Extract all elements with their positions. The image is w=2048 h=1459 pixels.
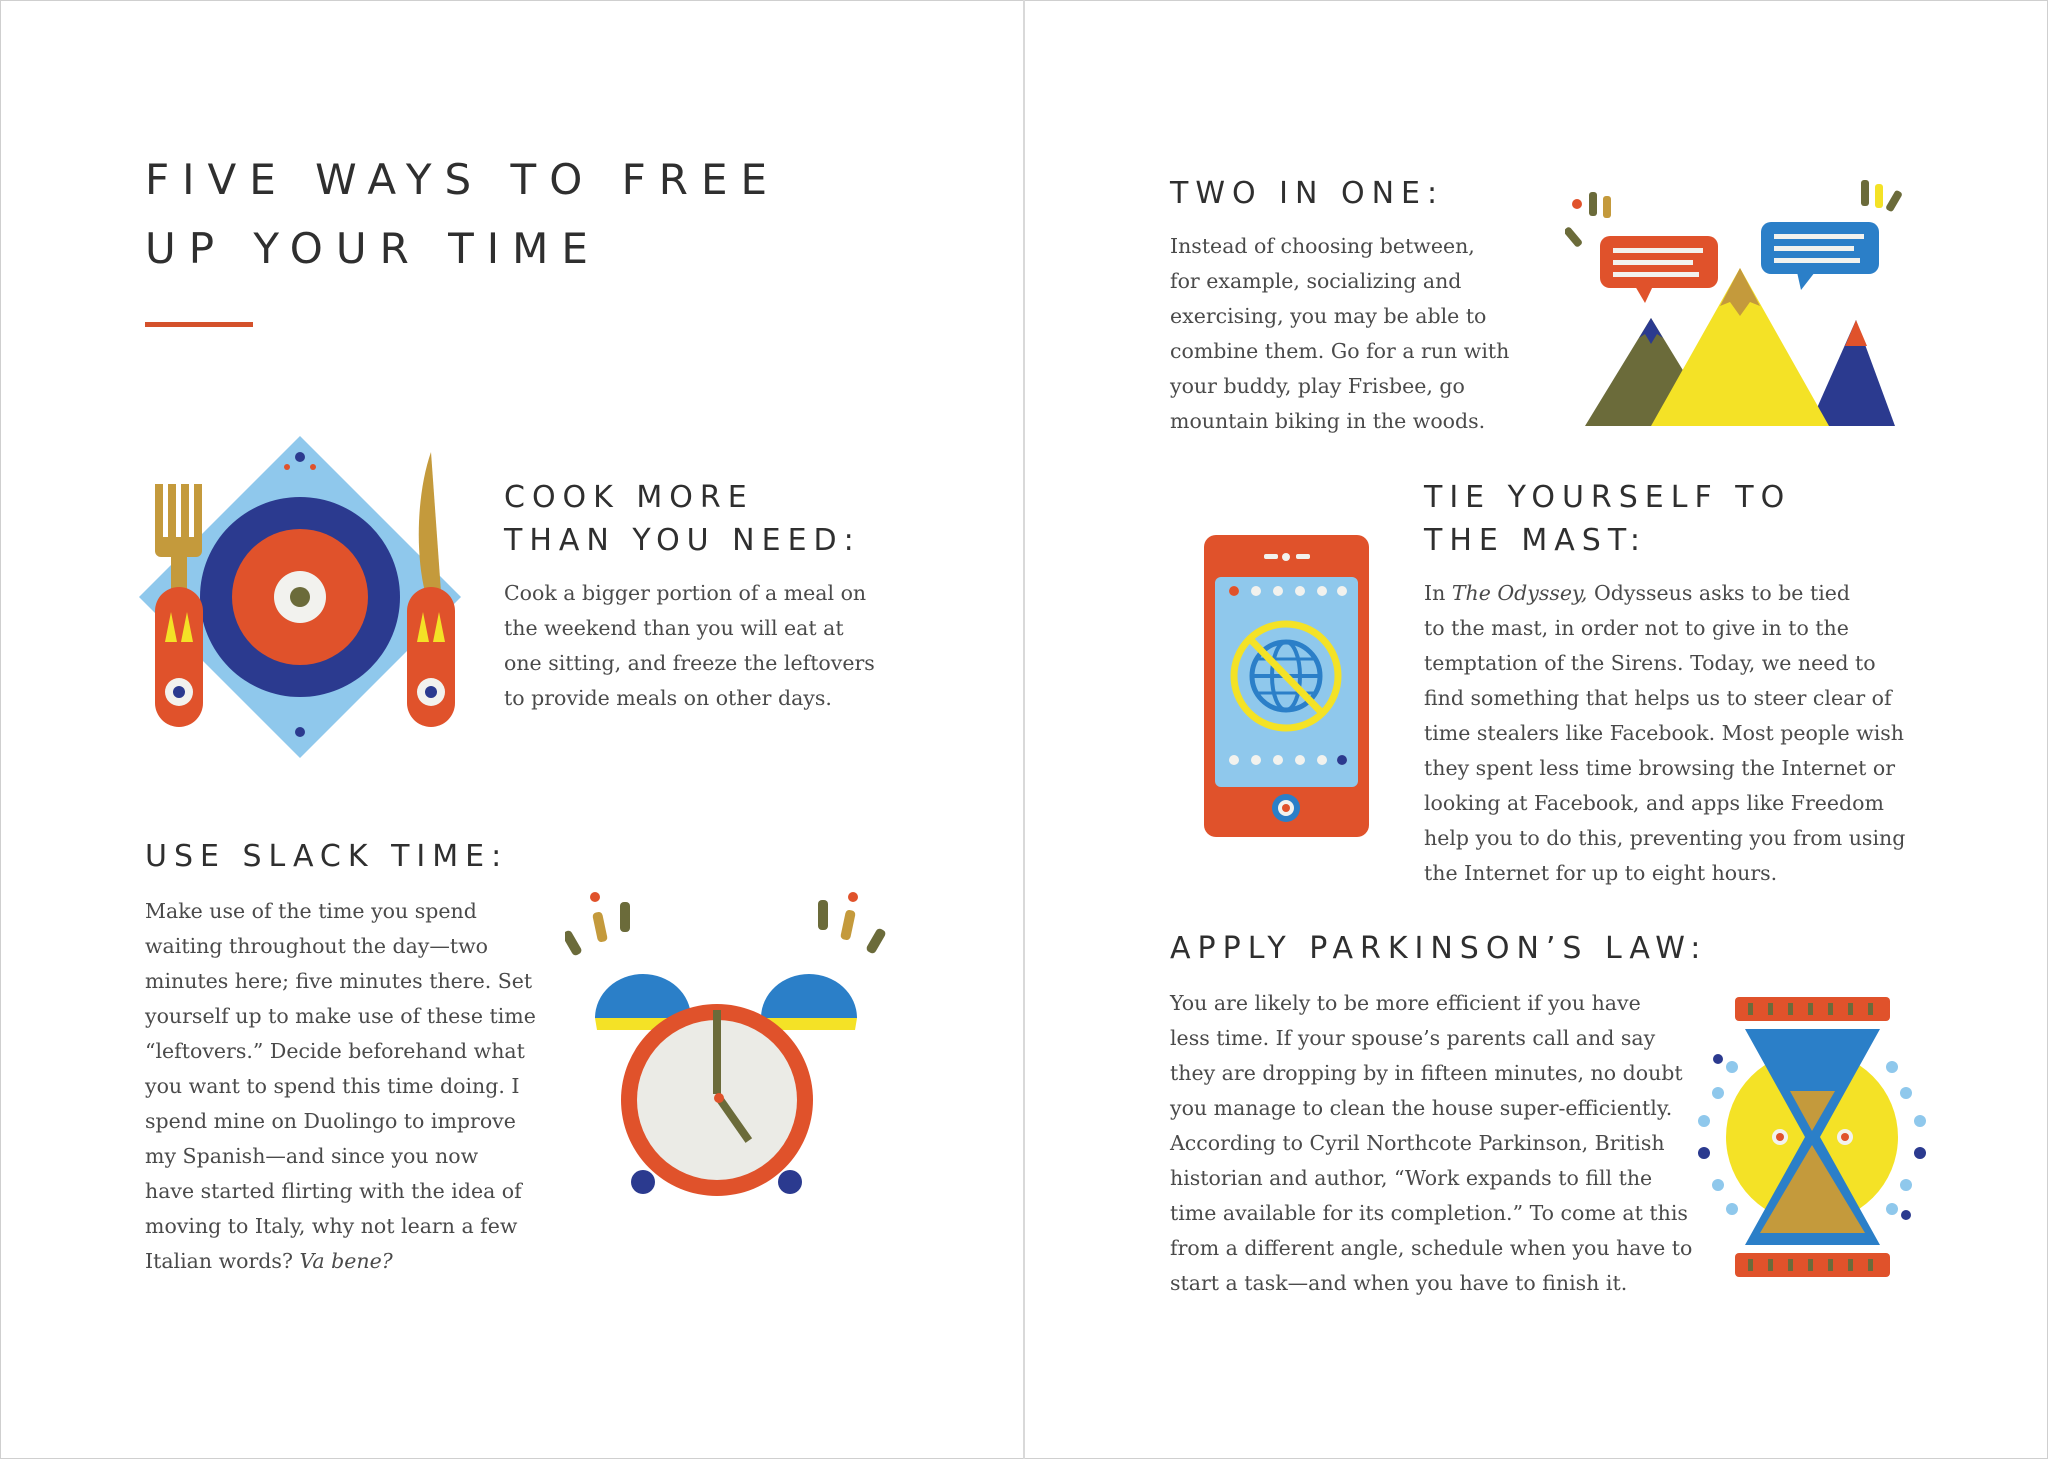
slack-line: yourself up to make use of these time <box>145 1004 536 1028</box>
mast-first-line <box>1424 576 1905 611</box>
slack-last-text: Italian words? <box>145 1249 293 1273</box>
cook-heading <box>504 476 861 562</box>
mast-first-pre: In <box>1424 581 1446 605</box>
cook-line: the weekend than you will eat at <box>504 616 844 640</box>
mast-line: to the mast, in order not to give in to the <box>1424 616 1849 640</box>
slack-line: you want to spend this time doing. I <box>145 1074 520 1098</box>
slack-heading <box>145 835 508 878</box>
title-rule <box>145 322 253 327</box>
mast-line: time stealers like Facebook. Most people wish <box>1424 721 1904 745</box>
parkinson-heading <box>1170 927 1707 970</box>
title-line-1: FIVE WAYS TO FREE <box>145 155 781 204</box>
mast-line: they spent less time browsing the Internet or <box>1424 756 1896 780</box>
plate-cutlery-icon <box>135 432 465 762</box>
mountains-speech-icon <box>1565 178 1925 433</box>
mast-line: temptation of the Sirens. Today, we need to <box>1424 651 1876 675</box>
slack-line: Make use of the time you spend <box>145 899 477 923</box>
slack-line: “leftovers.” Decide beforehand what <box>145 1039 525 1063</box>
parkinson-line: time available for its completion.” To come at this <box>1170 1201 1688 1225</box>
hourglass-icon <box>1690 995 1935 1290</box>
cook-line: one sitting, and freeze the leftovers <box>504 651 875 675</box>
parkinson-heading-line: APPLY PARKINSON’S LAW: <box>1170 931 1708 966</box>
mast-first-post: Odysseus asks to be tied <box>1593 581 1851 605</box>
cook-heading-line-1: COOK MORE <box>504 480 754 515</box>
parkinson-line: According to Cyril Northcote Parkinson, British <box>1170 1131 1665 1155</box>
parkinson-line: they are dropping by in fifteen minutes, no doubt <box>1170 1061 1683 1085</box>
slack-heading-line: USE SLACK TIME: <box>145 839 509 874</box>
two-line: mountain biking in the woods. <box>1170 409 1486 433</box>
cook-line: Cook a bigger portion of a meal on <box>504 581 867 605</box>
two-heading <box>1170 172 1444 215</box>
mast-heading <box>1424 476 1791 562</box>
two-line: for example, socializing and <box>1170 269 1462 293</box>
slack-last-line <box>145 1244 536 1279</box>
mast-heading-line-1: TIE YOURSELF TO <box>1424 480 1792 515</box>
parkinson-line: from a different angle, schedule when you have to <box>1170 1236 1693 1260</box>
parkinson-line: historian and author, “Work expands to fill the <box>1170 1166 1653 1190</box>
slack-italic: Va bene? <box>299 1249 393 1273</box>
title-line-2: UP YOUR TIME <box>145 224 601 273</box>
slack-line: waiting throughout the day—two <box>145 934 489 958</box>
two-heading-line: TWO IN ONE: <box>1170 176 1445 211</box>
two-line: exercising, you may be able to <box>1170 304 1487 328</box>
two-line: your buddy, play Frisbee, go <box>1170 374 1465 398</box>
parkinson-body <box>1170 986 1692 1301</box>
slack-line: spend mine on Duolingo to improve <box>145 1109 516 1133</box>
mast-line: find something that helps us to steer clear of <box>1424 686 1892 710</box>
alarm-clock-icon <box>565 890 895 1205</box>
parkinson-line: start a task—and when you have to finish it. <box>1170 1271 1628 1295</box>
mast-heading-line-2: THE MAST: <box>1424 523 1647 558</box>
two-body <box>1170 229 1509 439</box>
cook-heading-line-2: THAN YOU NEED: <box>504 523 861 558</box>
slack-body <box>145 894 536 1279</box>
slack-line: minutes here; five minutes there. Set <box>145 969 533 993</box>
parkinson-line: You are likely to be more efficient if you have <box>1170 991 1641 1015</box>
cook-body <box>504 576 875 716</box>
mast-italic: The Odyssey, <box>1451 581 1588 605</box>
two-line: Instead of choosing between, <box>1170 234 1475 258</box>
slack-line: moving to Italy, why not learn a few <box>145 1214 518 1238</box>
phone-no-internet-icon <box>1204 535 1369 837</box>
page-gutter <box>1023 0 1025 1459</box>
slack-line: my Spanish—and since you now <box>145 1144 479 1168</box>
mast-line: looking at Facebook, and apps like Freedom <box>1424 791 1884 815</box>
cook-line: to provide meals on other days. <box>504 686 832 710</box>
mast-line: the Internet for up to eight hours. <box>1424 861 1778 885</box>
two-line: combine them. Go for a run with <box>1170 339 1510 363</box>
page-title <box>145 145 780 283</box>
parkinson-line: less time. If your spouse’s parents call and say <box>1170 1026 1656 1050</box>
mast-body <box>1424 576 1905 891</box>
slack-line: have started flirting with the idea of <box>145 1179 522 1203</box>
parkinson-line: you manage to clean the house super-efficiently. <box>1170 1096 1673 1120</box>
mast-line: help you to do this, preventing you from using <box>1424 826 1906 850</box>
